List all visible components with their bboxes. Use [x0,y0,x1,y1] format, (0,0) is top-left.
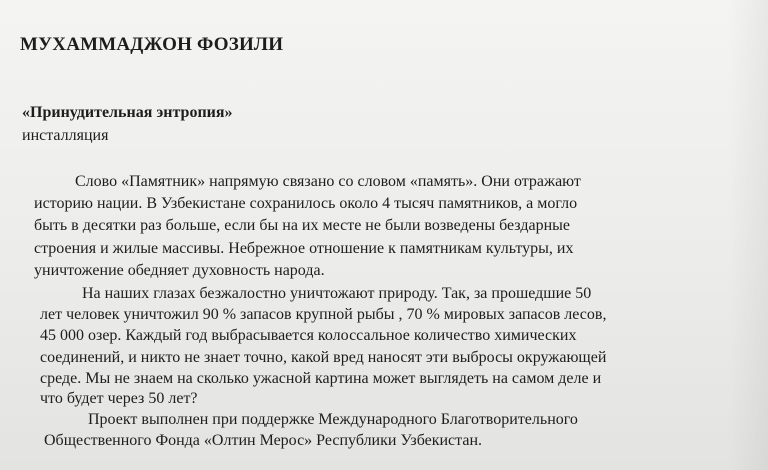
paragraph-2-line-1: На наших глазах безжалостно уничтожают природу. Так, за прошедшие 50 [82,285,592,302]
page-shadow [728,0,768,470]
paragraph-2-line-6: что будет через 50 лет? [40,390,198,407]
paragraph-2-line-4: соединений, и никто не знает точно, какой вред наносят эти выбросы окружающей [40,349,607,366]
paragraph-1-line-5: уничтожение обедняет духовность народа. [34,262,325,279]
paragraph-2-line-3: 45 000 озер. Каждый год выбрасывается колоссальное количество химических [40,327,577,344]
author-name: МУХАММАДЖОН ФОЗИЛИ [20,34,284,55]
paragraph-1-line-1: Слово «Памятник» напрямую связано со словом «память». Они отражают [75,173,581,190]
paragraph-3-line-2: Общественного Фонда «Олтин Мерос» Республики Узбекистан. [44,432,483,449]
work-type: инсталляция [22,127,109,144]
paragraph-3-line-1: Проект выполнен при поддержке Международного Благотворительного [88,411,578,428]
work-title: «Принудительная энтропия» [22,104,233,121]
paragraph-2-line-5: среде. Мы не знаем на сколько ужасной картина может выглядеть на самом деле и [40,370,602,387]
paragraph-1-line-2: историю нации. В Узбекистане сохранилось около 4 тысяч памятников, а могло [34,195,578,212]
paragraph-1-line-4: строения и жилые массивы. Небрежное отношение к памятникам культуры, их [34,240,574,257]
paragraph-1-line-3: быть в десятки раз больше, если бы на их месте не были возведены бездарные [34,217,570,234]
paragraph-2-line-2: лет человек уничтожил 90 % запасов крупной рыбы , 70 % мировых запасов лесов, [40,306,607,323]
